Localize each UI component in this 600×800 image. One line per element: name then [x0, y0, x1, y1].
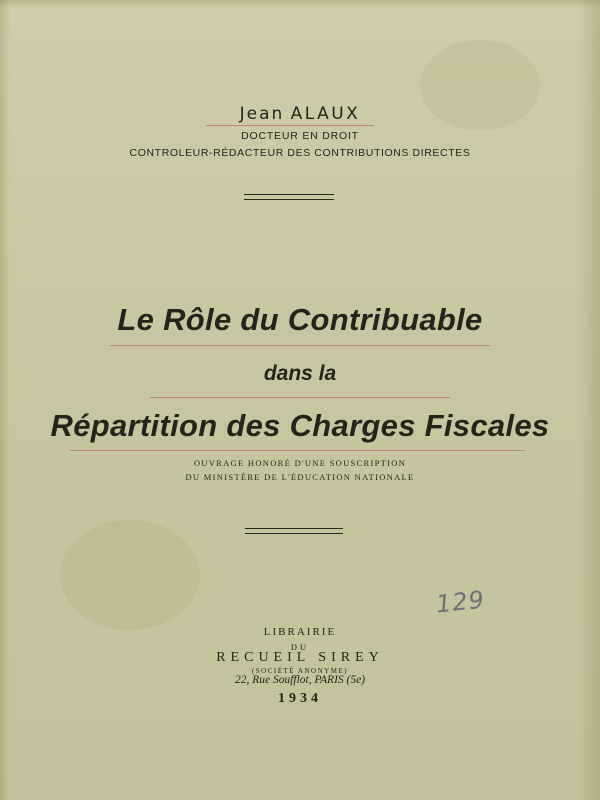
author-position: CONTROLEUR-RÉDACTEUR DES CONTRIBUTIONS DIRECTES: [129, 147, 471, 159]
author-name: [0, 104, 600, 124]
publication-year: 1934: [278, 691, 322, 706]
title-line-3: Répartition des Charges Fiscales: [50, 408, 550, 443]
red-underline: [110, 345, 490, 346]
publisher-line-2: DU: [290, 642, 310, 652]
page-edge-top: [0, 0, 600, 8]
paper-stain: [60, 520, 200, 630]
publisher-name: RECUEIL SIREY: [216, 650, 384, 665]
author-first-name: Jean: [239, 104, 285, 124]
red-underline: [70, 450, 525, 451]
title-line-2: dans la: [263, 362, 337, 385]
red-underline: [206, 125, 374, 126]
pencil-annotation: 129: [434, 585, 487, 619]
title-line-1: Le Rôle du Contribuable: [117, 302, 483, 337]
publisher-line-1: LIBRAIRIE: [263, 626, 337, 638]
honor-line-2: DU MINISTÈRE DE L'ÉDUCATION NATIONALE: [185, 472, 415, 482]
honor-line-1: OUVRAGE HONORÉ D'UNE SOUSCRIPTION: [193, 458, 407, 468]
ornamental-rule-bottom: [245, 528, 343, 534]
author-last-name: ALAUX: [290, 104, 361, 124]
red-underline: [150, 397, 450, 398]
author-degree: DOCTEUR EN DROIT: [241, 130, 359, 142]
ornamental-rule-top: [244, 194, 334, 200]
publisher-company-type: (SOCIÉTÉ ANONYME): [251, 667, 349, 675]
publisher-address: 22, Rue Soufflot, PARIS (5e): [234, 674, 366, 686]
